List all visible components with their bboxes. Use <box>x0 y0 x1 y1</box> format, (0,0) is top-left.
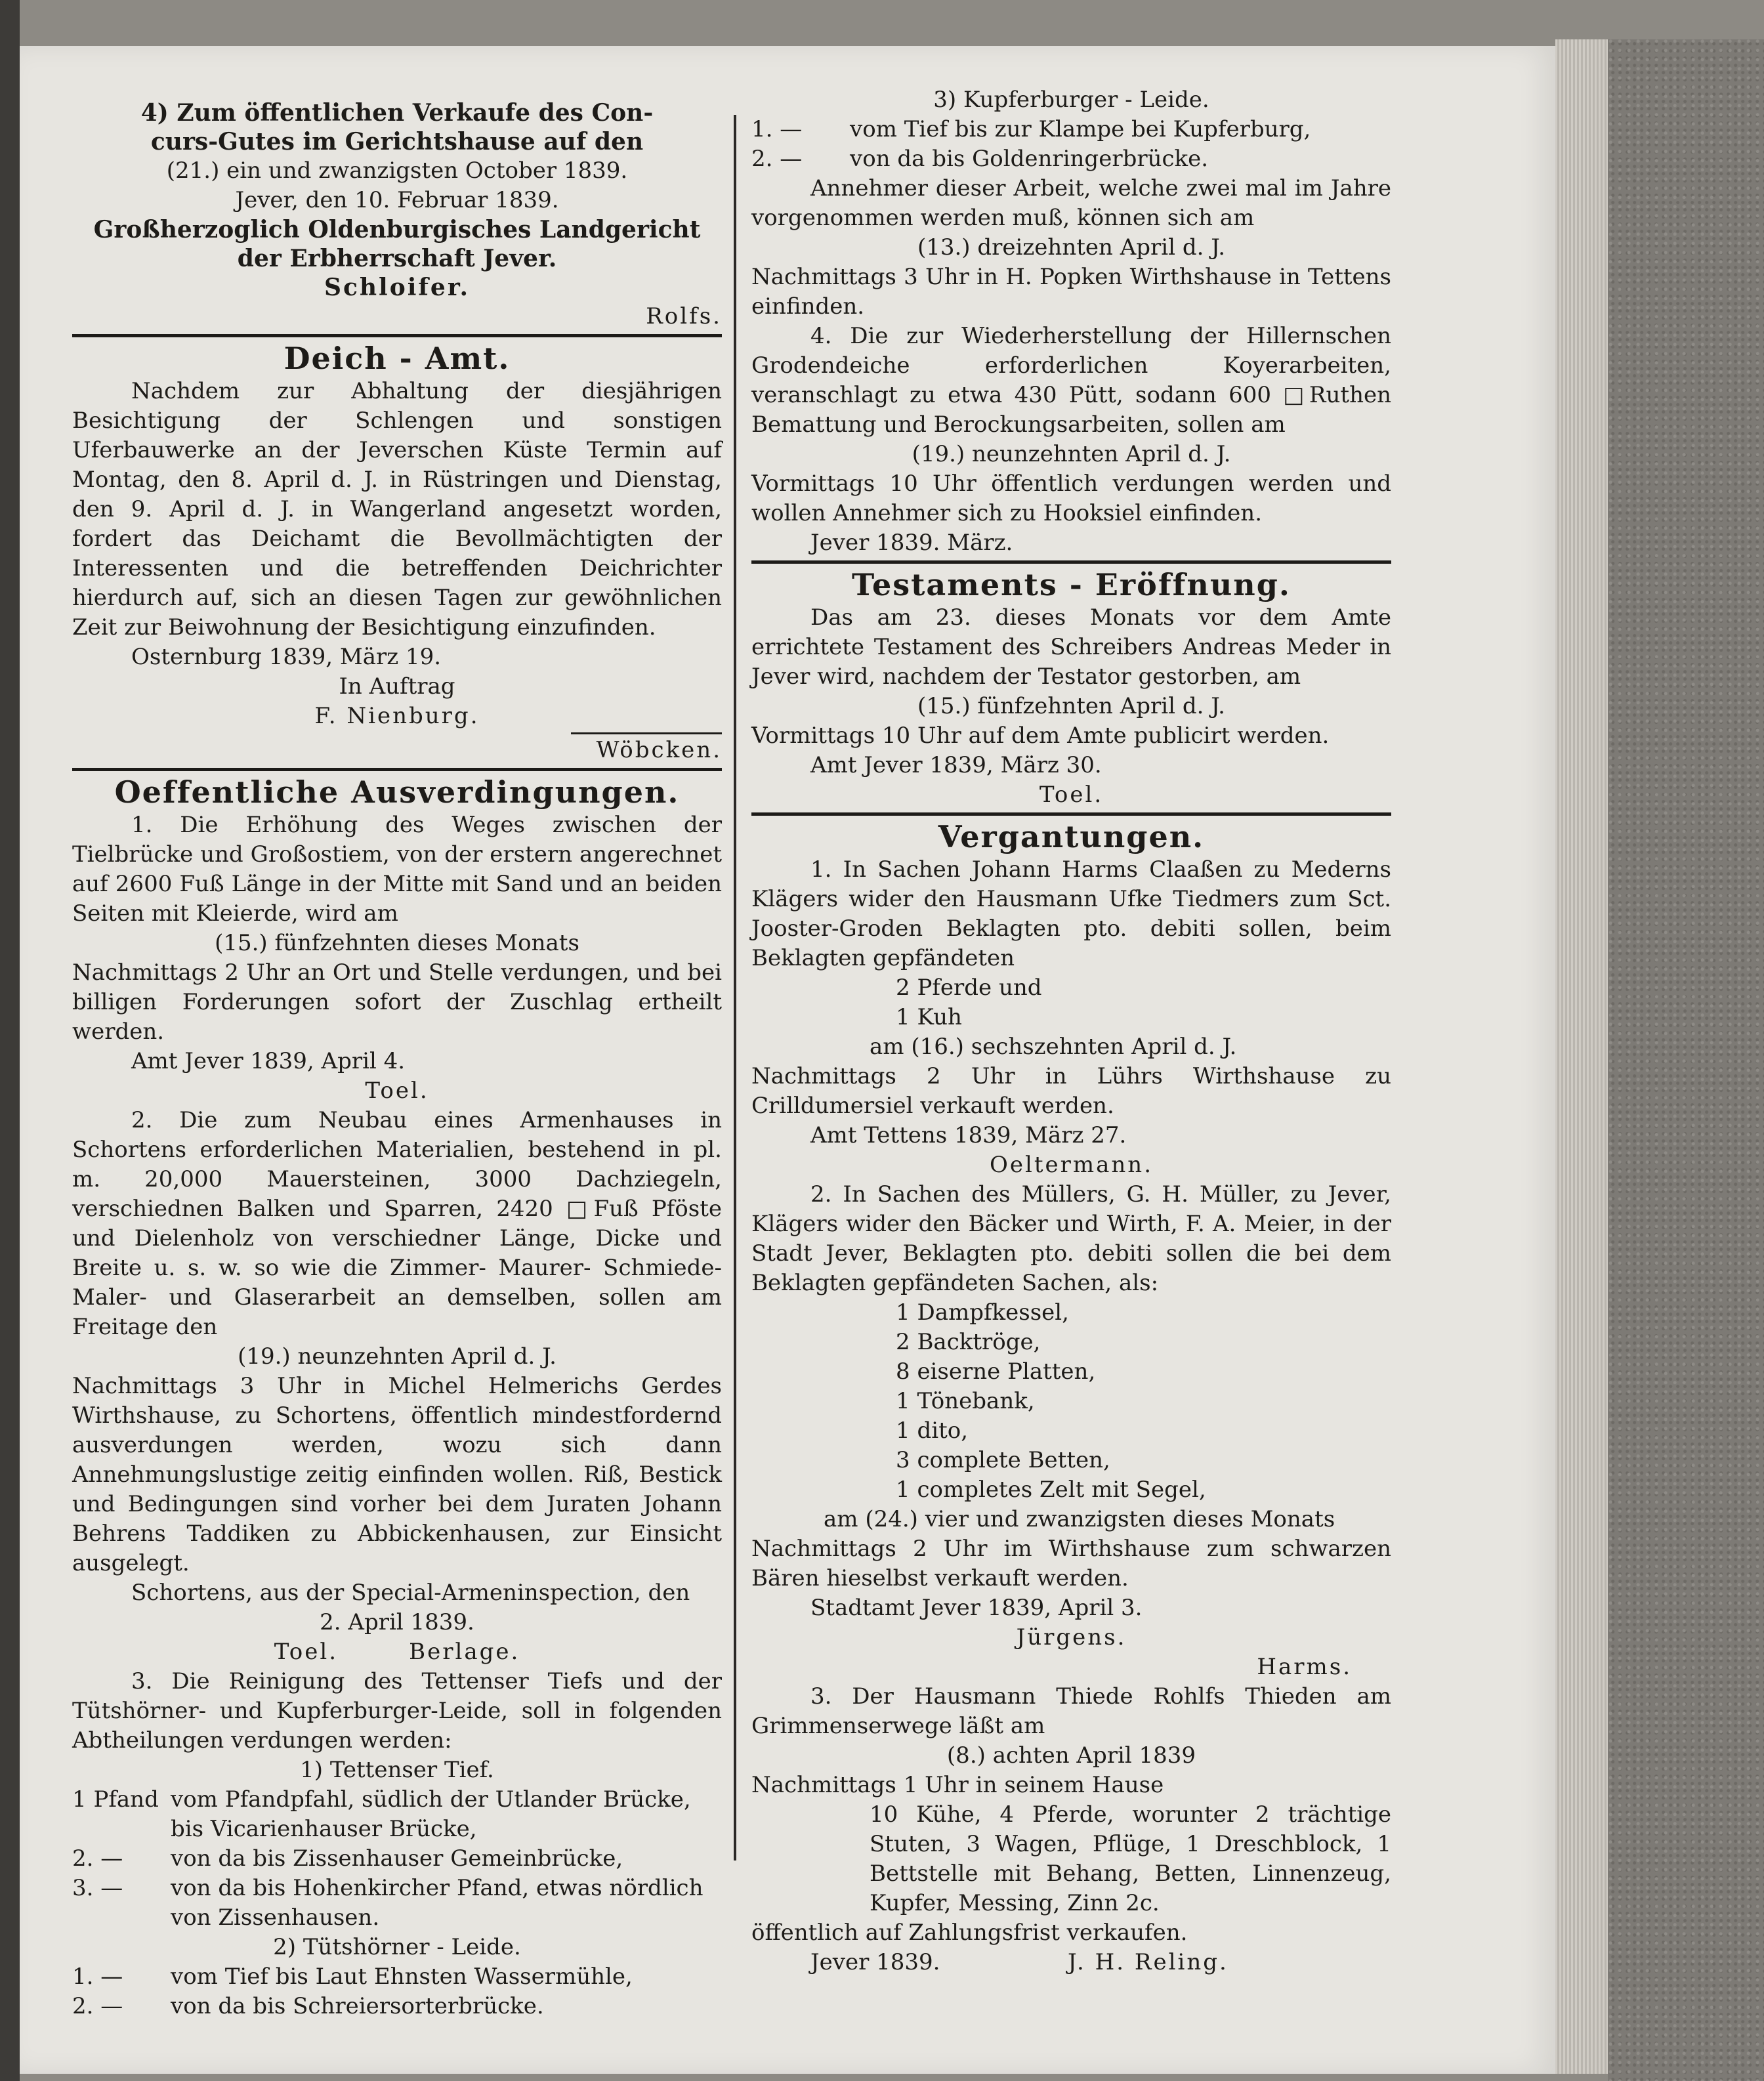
concurs-line-3: (21.) ein und zwanzigsten October 1839. <box>166 158 628 184</box>
verg-item3-footer <box>751 1948 1391 1977</box>
right-column <box>751 87 1391 1977</box>
ausverdingungen-section <box>72 774 722 2021</box>
verg-item1-good: 2 Pferde und <box>896 975 1042 1001</box>
list-item: von Zissenhausen. <box>171 1904 380 1931</box>
section-title: Deich - Amt. <box>284 341 511 376</box>
verg-item3-rest: öffentlich auf Zahlungsfrist verkaufen. <box>751 1920 1188 1946</box>
verg-item3-date: (8.) achten April 1839 <box>946 1742 1196 1769</box>
testament-place: Amt Jever 1839, März 30. <box>810 752 1102 778</box>
verg-item3-signer: J. H. Reling. <box>1068 1949 1228 1975</box>
verg-item2-place: Stadtamt Jever 1839, April 3. <box>810 1595 1143 1621</box>
concurs-line-4: Jever, den 10. Februar 1839. <box>235 187 559 213</box>
verg-item2-good: 1 Tönebank, <box>896 1388 1035 1414</box>
item4-date: (19.) neunzehnten April d. J. <box>912 441 1231 467</box>
item2-signers <box>72 1637 722 1667</box>
list-item: 2. — von da bis Zissenhauser Gemeinbrücke, <box>72 1845 623 1872</box>
verg-item1-body: 1. In Sachen Johann Harms Claaßen zu Mederns Klägers wider den Hausmann Ufke Tiedmers zum Sct. Jooster-Groden Beklagten pto. debiti sollen, beim Beklagten gepfändeten <box>751 856 1391 971</box>
item1-rest: Nachmittags 2 Uhr an Ort und Stelle verdungen, und bei billigen Forderungen sofort der Zuschlag ertheilt werden. <box>72 959 722 1045</box>
item2-place: Schortens, aus der Special-Armeninspection, den <box>131 1580 690 1606</box>
item3-body: 3. Die Reinigung des Tettenser Tiefs und der Tütshörner- und Kupferburger-Leide, soll in folgenden Abtheilungen verdungen werden: <box>72 1668 722 1754</box>
verg-item1-good: 1 Kuh <box>896 1004 962 1030</box>
testament-signer: Toel. <box>1039 782 1104 808</box>
signer-rule <box>571 732 722 734</box>
verg-item2-signer-1: Jürgens. <box>1016 1624 1127 1650</box>
sec3-list <box>751 115 1391 174</box>
list-item: 2. — von da bis Goldenringerbrücke. <box>751 146 1209 172</box>
concurs-line-2: curs-Gutes im Gerichtshause auf den <box>150 128 644 156</box>
verg-item2-signer-2: Harms. <box>1257 1654 1352 1680</box>
deich-signer: Wöbcken. <box>596 737 722 763</box>
sec1-list <box>72 1785 722 1933</box>
item2-date: (19.) neunzehnten April d. J. <box>238 1343 556 1370</box>
verg-item3-place: Jever 1839. <box>810 1949 940 1975</box>
deich-name: F. Nienburg. <box>314 703 480 729</box>
vergantungen-section <box>751 818 1391 1977</box>
subsection-title: 1) Tettenser Tief. <box>300 1757 494 1783</box>
verg-item2-rest: Nachmittags 2 Uhr im Wirthshause zum schwarzen Bären hieselbst verkauft werden. <box>751 1536 1391 1591</box>
item2-body: 2. Die zum Neubau eines Armenhauses in Schortens erforderlichen Materialien, bestehend in pl. m. 20,000 Mauersteinen, 3000 Dachziegeln, verschiednen Balken und Sparren, 2420 □Fuß Pföste und Dielenholz von verschiedner Länge, Dicke und Breite u. s. w. so wie die Zimmer- Maurer- Schmiede- Maler- und Glaserarbeit an demselben, sollen am Freitage den <box>72 1107 722 1340</box>
deich-body: Nachdem zur Abhaltung der diesjährigen Besichtigung der Schlengen und sonstigen Uferbauwerke an der Jeverschen Küste Termin auf Montag, den 8. April d. J. in Rüstringen und Dienstag, den 9. April d. J. in Wangerland angesetzt worden, fordert das Deichamt die Bevollmächtigten der Interessenten und die betreffenden Deichrichter hierdurch auf, sich an diesen Tagen zur gewöhnlichen Zeit zur Beiwohnung der Besichtigung einzufinden. <box>72 378 722 641</box>
item2-date2: 2. April 1839. <box>320 1609 474 1635</box>
item2-rest: Nachmittags 3 Uhr in Michel Helmerichs Gerdes Wirthshause, zu Schortens, öffentlich mindestfordernd ausverdungen werden, wozu sich dann Annehmungslustige zeitig einfinden wollen. Riß, Bestick und Bedingungen sind vorher bei dem Juraten Johann Behrens Taddiken zu Abbickenhausen, zur Einsicht ausgelegt. <box>72 1373 722 1576</box>
concurs-line-1: 4) Zum öffentlichen Verkaufe des Con- <box>140 99 654 127</box>
annehmer-date: (13.) dreizehnten April d. J. <box>917 234 1226 261</box>
section-rule <box>751 812 1391 816</box>
section-title: Oeffentliche Ausverdingungen. <box>114 774 680 810</box>
concurs-line-6: der Erbherrschaft Jever. <box>237 245 557 272</box>
page-edges <box>1555 39 1608 2074</box>
sec2-list <box>72 1962 722 2021</box>
verg-item1-signer: Oeltermann. <box>989 1152 1154 1178</box>
concurs-signer: Rolfs. <box>646 303 722 329</box>
verg-item1-rest: Nachmittags 2 Uhr in Lührs Wirthshause zu Crilldumersiel verkauft werden. <box>751 1063 1391 1119</box>
column-divider <box>734 115 736 1860</box>
deich-place: Osternburg 1839, März 19. <box>131 644 442 670</box>
testament-body: Das am 23. dieses Monats vor dem Amte errichtete Testament des Schreibers Andreas Meder in Jever wird, nachdem der Testator gestorben, am <box>751 604 1391 690</box>
item1-date: (15.) fünfzehnten dieses Monats <box>215 930 579 956</box>
verg-item3-mid: Nachmittags 1 Uhr in seinem Hause <box>751 1772 1164 1798</box>
item4-place: Jever 1839. März. <box>810 530 1013 556</box>
list-item: 1. — vom Tief bis zur Klampe bei Kupferburg, <box>751 116 1311 142</box>
list-item: 1 Pfand vom Pfandpfahl, südlich der Utlander Brücke, <box>72 1786 691 1813</box>
concurs-line-5: Großherzoglich Oldenburgisches Landgericht <box>93 216 701 243</box>
testament-date: (15.) fünfzehnten April d. J. <box>917 693 1225 719</box>
book-gutter <box>0 0 20 2081</box>
item2-signer-2: Berlage. <box>409 1639 520 1665</box>
verg-item2-body: 2. In Sachen des Müllers, G. H. Müller, zu Jever, Klägers wider den Bäcker und Wirth, F. A. Meier, in der Stadt Jever, Beklagten pto. debiti sollen die bei dem Beklagten gepfändeten Sachen, als: <box>751 1181 1391 1296</box>
verg-item2-date: am (24.) vier und zwanzigsten dieses Monats <box>824 1506 1335 1532</box>
annehmer-rest: Nachmittags 3 Uhr in H. Popken Wirthshause in Tettens einfinden. <box>751 264 1391 320</box>
deich-auftrag: In Auftrag <box>339 673 455 700</box>
verg-item2-good: 2 Backtröge, <box>896 1329 1041 1355</box>
verg-item1-place: Amt Tettens 1839, März 27. <box>810 1122 1127 1148</box>
item4-rest: Vormittags 10 Uhr öffentlich verdungen werden und wollen Annehmer sich zu Hooksiel einfinden. <box>751 471 1391 526</box>
testament-section <box>751 566 1391 810</box>
verg-item3-body: 3. Der Hausmann Thiede Rohlfs Thieden am Grimmenserwege läßt am <box>751 1683 1391 1739</box>
list-item: bis Vicarienhauser Brücke, <box>171 1816 477 1842</box>
section-rule <box>751 560 1391 564</box>
section-rule <box>72 334 722 337</box>
verg-item2-good: 8 eiserne Platten, <box>896 1358 1096 1385</box>
item1-place: Amt Jever 1839, April 4. <box>131 1048 406 1074</box>
list-item: 3. — von da bis Hohenkircher Pfand, etwas nördlich <box>72 1875 704 1901</box>
deich-amt-section <box>72 340 722 765</box>
subsection-title: 3) Kupferburger - Leide. <box>933 87 1209 113</box>
list-item: 1. — vom Tief bis Laut Ehnsten Wassermühle, <box>72 1964 633 1990</box>
testament-rest: Vormittags 10 Uhr auf dem Amte publicirt werden. <box>751 723 1330 749</box>
verg-item2-good: 3 complete Betten, <box>896 1447 1110 1473</box>
concurs-line-7: Schloifer. <box>324 274 471 301</box>
book-cover <box>1608 39 1764 2081</box>
item1-signer: Toel. <box>365 1078 429 1104</box>
section-title: Vergantungen. <box>938 819 1205 854</box>
section-rule <box>72 768 722 771</box>
subsection-title: 2) Tütshörner - Leide. <box>273 1934 521 1960</box>
verg-item2-good: 1 dito, <box>896 1418 969 1444</box>
item4-body: 4. Die zur Wiederherstellung der Hillernschen Grodendeiche erforderlichen Koyerarbeiten, veranschlagt zu etwa 430 Pütt, sodann 600 □Ruthen Bemattung und Berockungsarbeiten, sollen am <box>751 323 1391 438</box>
item1-body: 1. Die Erhöhung des Weges zwischen der Tielbrücke und Großostiem, von der erstern angerechnet auf 2600 Fuß Länge in der Mitte mit Sand und an beiden Seiten mit Kleierde, wird am <box>72 812 722 927</box>
concurs-notice <box>72 98 722 331</box>
annehmer-text: Annehmer dieser Arbeit, welche zwei mal im Jahre vorgenommen werden muß, können sich am <box>751 175 1391 231</box>
verg-item3-goods: 10 Kühe, 4 Pferde, worunter 2 trächtige Stuten, 3 Wagen, Pflüge, 1 Dreschblock, 1 Bettstelle mit Behang, Betten, Linnenzeug, Kupfer, Messing, Zinn 2c. <box>870 1801 1391 1916</box>
item2-signer-1: Toel. <box>274 1639 339 1665</box>
left-column <box>72 98 722 2021</box>
section-title: Testaments - Eröffnung. <box>852 567 1291 602</box>
verg-item2-good: 1 Dampfkessel, <box>896 1299 1069 1326</box>
verg-item2-good: 1 completes Zelt mit Segel, <box>896 1477 1206 1503</box>
verg-item1-date: am (16.) sechszehnten April d. J. <box>870 1034 1237 1060</box>
list-item: 2. — von da bis Schreiersorterbrücke. <box>72 1993 544 2019</box>
